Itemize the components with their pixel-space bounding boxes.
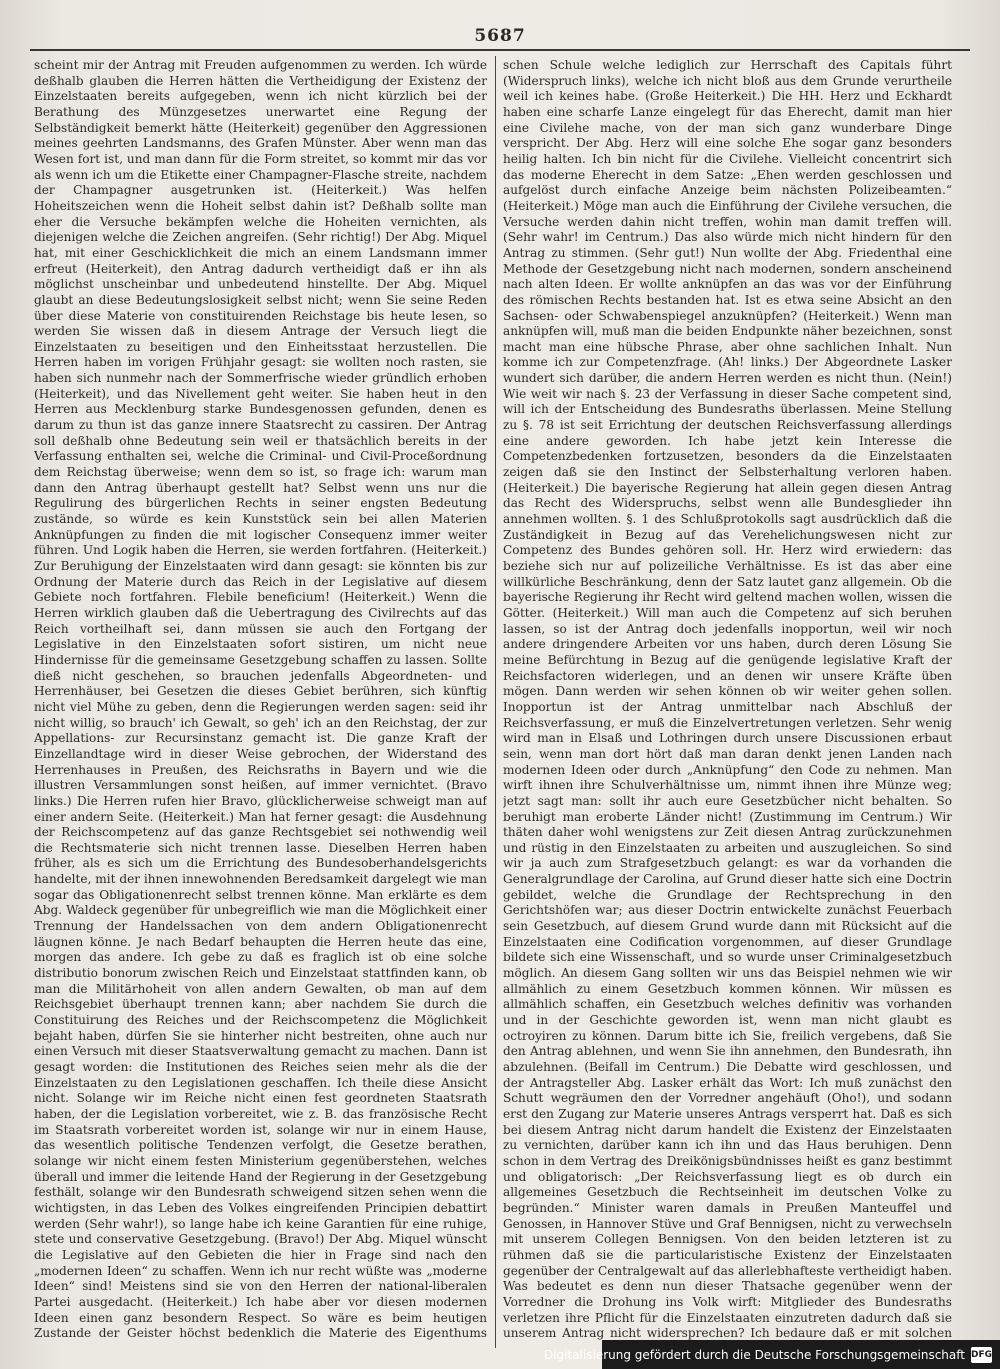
header-rule [30,49,970,51]
right-column-text: schen Schule welche lediglich zur Herrschaft des Capitals führt (Widerspruch links), welche ich nicht bloß aus dem Grunde verurtheile weil ich keines habe. (Große Heiterkeit.) Die HH. Herz und Eckhardt haben eine scharfe Lanze eingelegt für das Eherecht, damit man hier eine Civilehe mache, von der man sich ganz wunderbare Dinge verspricht. Der Abg. Herz will eine solche Ehe sogar ganz besonders heilig halten. Ich bin nicht für die Civilehe. Vielleicht concentrirt sich das moderne Eherecht in dem Satze: „Ehen werden geschlossen und aufgelöst durch einfache Anzeige beim nächsten Polizeibeamten.“ (Heiterkeit.) Möge man auch die Einführung der Civilehe versuchen, die Versuche werden dahin nicht treffen, wohin man damit treffen will. (Sehr wahr! im Centrum.) Das also würde mich nicht hindern für den Antrag zu stimmen. (Sehr gut!) Nun wollte der Abg. Friedenthal eine Methode der Gesetzgebung nicht nach modernen, sondern anscheinend nach alten Ideen. Er wollte anknüpfen an das was vor der Einführung des römischen Rechts bestanden hat. Ist es etwa seine Absicht an den Sachsen- oder Schwabenspiegel anzuknüpfen? (Heiterkeit.) Wenn man anknüpfen will, muß man die beiden Endpunkte näher bezeichnen, sonst macht man eine hübsche Phrase, aber ohne sachlichen Inhalt. Nun komme ich zur Competenzfrage. (Ah! links.) Der Abgeordnete Lasker wundert sich darüber, die andern Herren werden es nicht thun. (Nein!) Wie weit wir nach §. 23 der Verfassung in dieser Sache competent sind, will ich der Entscheidung des Bundesraths überlassen. Meine Stellung zu §. 78 ist seit Errichtung der deutschen Reichsverfassung allerdings eine andere geworden. Ich habe jetzt kein Interesse die Competenzbedenken fortzusetzen, besonders da die Einzelstaaten zeigen daß sie den Instinct der Selbsterhaltung verloren haben. (Heiterkeit.) Die bayerische Regierung hat allein gegen diesen Antrag das Recht des Widerspruchs, selbst wenn alle Bundesglieder ihn annehmen wollten. §. 1 des Schlußprotokolls sagt ausdrücklich daß die Zuständigkeit in Bezug auf das Verehelichungswesen nicht zur Competenz des Bundes gehören soll. Hr. Herz wird erwiedern: das beziehe sich nur auf polizeiliche Verhältnisse. Es ist das aber eine willkürliche Beschränkung, denn der Satz lautet ganz allgemein. Ob die bayerische Regierung ihr Recht wird geltend machen wollen, wissen die Götter. (Heiterkeit.) Will man auch die Competenz auf sich beruhen lassen, so ist der Antrag doch jedenfalls inopportun, weil wir noch andere dringendere Arbeiten vor uns haben, durch deren Lösung Sie meine Befürchtung in Bezug auf die genügende legislative Kraft der Reichsfactoren widerlegen, und an denen wir unsere Kräfte üben mögen. Dann werden wir sehen können ob wir weiter gehen sollen. Inopportun ist der Antrag unmittelbar nach Abschluß der Reichsverfassung, er muß die Einzelvertretungen verletzen. Sehr wenig wird man in Elsaß und Lothringen durch unsere Discussionen erbaut sein, wenn man dort hört daß man daran denkt jenen Landen nach modernen Ideen oder durch „Anknüpfung“ den Code zu nehmen. Man wirft ihnen ihre Schulverhältnisse um, nimmt ihnen ihre Münze weg; jetzt sagt man: sollt ihr auch eure Gesetzbücher nicht behalten. So beruhigt man eroberte Länder nicht! (Zustimmung im Centrum.) Wir thäten daher wohl wenigstens zur Zeit diesen Antrag zurückzunehmen und rüstig in den Einzelstaaten zu arbeiten und auszugleichen. So sind wir ja auch zum Strafgesetzbuch gelangt: es war da vorhanden die Generalgrundlage der Carolina, auf Grund dieser hatte sich eine Doctrin gebildet, welche die Grundlage der Rechtsprechung in den Gerichtshöfen war; aus dieser Doctrin entwickelte zunächst Feuerbach sein Gesetzbuch, auf diesem Grund wurde dann mit Rücksicht auf die Einzelstaaten eine Codification vorgenommen, auf dieser Grundlage bildete sich eine Wissenschaft, und so wurde unser Criminalgesetzbuch möglich. An diesem Gang sollten wir uns das Beispiel nehmen wie wir allmählich zu einem Gesetzbuch kommen können. Wir müssen es allmählich schaffen, ein Gesetzbuch welches definitiv was vorhanden und in der Geschichte geworden ist, wenn man nicht glaubt es octroyiren zu können. Darum bitte ich Sie, freilich vergebens, daß Sie den Antrag ablehnen, und wenn Sie ihn annehmen, den Bundesrath, ihn abzulehnen. (Beifall im Centrum.) Die Debatte wird geschlossen, und der Antragsteller Abg. Lasker erhält das Wort: Ich muß zunächst den Schutt wegräumen den der Vorredner angehäuft (Oho!), und sodann erst den Zugang zur Materie unseres Antrags versperrt hat. Daß es sich bei diesem Antrag nicht darum handelt die Existenz der Einzelstaaten zu vernichten, darüber kann ich ihn und das Haus beruhigen. Denn schon in dem Vertrag des Dreikönigsbündnisses heißt es ganz bestimmt und obligatorisch: „Der Reichsverfassung liegt es ob durch ein allgemeines Gesetzbuch die Rechtseinheit im deutschen Volke zu begründen.“ Minister waren damals in Preußen Manteuffel und Genossen, in Hannover Stüve und Graf Bennigsen, nicht zu verwechseln mit unserem Collegen Bennigsen. Von den beiden letzteren ist zu rühmen daß sie die particularistische Existenz der Einzelstaaten gegenüber der Centralgewalt auf das allerlebhafteste vertheidigt haben. Was bedeutet es denn nun dieser Thatsache gegenüber wenn der Vorredner die Drohung ins Volk wirft: Mitglieder des Bundesraths verletzen ihre Pflicht für die Einzelstaaten einzutreten dadurch daß sie unserem Antrag nicht widersprechen? Ich bedaure daß er mit solchen [503,58,952,1341]
dfg-logo-icon: DFG [971,1347,992,1363]
left-column-text: scheint mir der Antrag mit Freuden aufgenommen zu werden. Ich würde deßhalb glauben die Herren hätten die Vertheidigung der Existenz der Einzelstaaten bereits aufgegeben, wenn ich nicht kürzlich bei der Berathung des Münzgesetzes unerwartet eine Regung der Selbständigkeit bemerkt hätte (Heiterkeit) gegenüber den Aggressionen meines geehrten Landsmanns, des Grafen Münster. Aber wenn man das Wesen fort ist, und man dann für die Form streitet, so kommt mir das vor als wenn ich um die Etikette einer Champagner-Flasche streite, nachdem der Champagner ausgetrunken ist. (Heiterkeit.) Was helfen Hoheitszeichen wenn die Hoheit selbst dahin ist? Deßhalb sollte man eher die Versuche bekämpfen welche die Hoheiten vernichten, als diejenigen welche die Zeichen angreifen. (Sehr richtig!) Der Abg. Miquel hat, mit einer Geschicklichkeit die mich an einem Landsmann immer erfreut (Heiterkeit), den Antrag dadurch vertheidigt daß er ihn als möglichst unscheinbar und unbedeutend hinstellte. Der Abg. Miquel glaubt an diese Bedeutungslosigkeit selbst nicht; wenn Sie seine Reden über diese Materie von constituirenden Reichstage bis heute lesen, so werden Sie wissen daß in diesem Antrage der Versuch liegt die Einzelstaaten zu beseitigen und den Einheitsstaat herzustellen. Die Herren haben im vorigen Frühjahr gesagt: sie wollten noch rasten, sie haben sich nunmehr nach der Sommerfrische wieder gründlich erhoben (Heiterkeit), und das Nivellement geht weiter. Sie haben heut in den Herren aus Mecklenburg starke Bundesgenossen gefunden, denen es darum zu thun ist das ganze innere Staatsrecht zu cassiren. Der Antrag soll deßhalb ohne Bedeutung sein weil er thatsächlich bereits in der Verfassung enthalten sei, welche die Criminal- und Civil-Proceßordnung dem Reichstag überweise; wenn dem so ist, so frage ich: warum man dann den Antrag überhaupt gestellt hat? Selbst wenn uns nur die Regulirung des bürgerlichen Rechts in seiner engsten Bedeutung zuständе, so würde es kein Kunststück sein bei allen Materien Anknüpfungen zu finden die mit logischer Consequenz immer weiter führen. Und Logik haben die Herren, sie werden fortfahren. (Heiterkeit.) Zur Beruhigung der Einzelstaaten wird dann gesagt: sie könnten bis zur Ordnung der Materie durch das Reich in der Legislative auf diesem Gebiete noch fortfahren. Flebile beneficium! (Heiterkeit.) Wenn die Herren wirklich glauben daß die Uebertragung des Civilrechts auf das Reich vortheilhaft sei, dann müssen sie auch den Fortgang der Legislative in den Einzelstaaten sofort sistiren, um nicht neue Hindernisse für die gemeinsame Gesetzgebung schaffen zu lassen. Sollte dieß nicht geschehen, so brauchen jedenfalls Abgeordneten- und Herrenhäuser, bei Gesetzen die dieses Gebiet berühren, sich künftig nicht viel Mühe zu geben, denn die Regierungen werden sagen: seid ihr nicht willig, so brauch' ich Gewalt, so geh' ich an den Reichstag, der zur Appellations- zur Recursinstanz gemacht ist. Die ganze Kraft der Einzellandtage wird in dieser Weise gebrochen, der Widerstand des Herrenhauses in Preußen, des Reichsraths in Bayern und wie die illustren Versammlungen sonst heißen, auf immer vernichtet. (Bravo links.) Die Herren rufen hier Bravo, glücklicherweise schweigt man auf einer andern Seite. (Heiterkeit.) Man hat ferner gesagt: die Ausdehnung der Reichscompetenz auf das ganze Rechtsgebiet sei nothwendig weil die Rechtsmaterie sich nicht trennen lasse. Dieselben Herren haben früher, als es sich um die Errichtung des Bundesoberhandelsgerichts handelte, mit der ihnen innewohnenden Beredsamkeit dargelegt wie man sogar das Obligationenrecht selbst trennen könne. Man erklärte es dem Abg. Waldeck gegenüber für unbegreiflich wie man die Möglichkeit einer Trennung der Handelssachen von dem andern Obligationenrecht läugnen könne. Je nach Bedarf behaupten die Herren heute das eine, morgen das andere. Ich gebe zu daß es fraglich ist ob eine solche distributio bonorum zwischen Reich und Einzelstaat stattfinden kann, ob man die Militärhoheit von allen andern Gewalten, ob man auf dem Reichsgebiet überhaupt trennen kann; aber nachdem Sie durch die Constituirung des Reiches und der Reichscompetenz die Möglichkeit bejaht haben, dürfen Sie sie hinterher nicht bestreiten, ohne auch nur einen Versuch mit dieser Staatsverwaltung gemacht zu machen. Dann ist gesagt worden: die Institutionen des Reiches seien mehr als die der Einzelstaaten zu den Legislationen geschaffen. Ich theile diese Ansicht nicht. Solange wir im Reiche nicht einen fest geordneten Staatsrath haben, der die Legislation vorbereitet, wie z. B. das französische Recht im Staatsrath vorbereitet worden ist, solange wir nur in einem Hause, das wesentlich politische Tendenzen verfolgt, die Gesetze berathen, solange wir nicht einem festen Ministerium gegenüberstehen, welches überall und immer die leitende Hand der Regierung in der Gesetzgebung festhält, solange wir den Bundesrath schweigend sitzen sehen wenn die wichtigsten, in das Leben des Volkes eingreifenden Principien debattirt werden (Sehr wahr!), so lange habe ich keine Garantien für eine ruhige, stete und conservative Gesetzgebung. (Bravo!) Der Abg. Miquel wünscht die Legislative auf den Gebieten die hier in Frage sind nach den „modernen Ideen“ zu schaffen. Wenn ich nur recht wüßte was „moderne Ideen“ sind! Meistens sind sie von den Herren der national-liberalen Partei ausgedacht. (Heiterkeit.) Ich habe aber vor diesen modernen Ideen einen ganz besondern Respect. So wäre es beim heutigen Zustande der Geister höchst bedenklich die Materie des Eigenthums [34,58,487,1341]
right-column [503,58,952,1341]
left-column [34,58,487,1341]
column-divider [495,56,496,1348]
page-number: 5687 [474,26,526,46]
digitization-footer [543,1340,1000,1369]
footer-text: Digitalisierung gefördert durch die Deutsche Forschungsgemeinschaft [543,1347,965,1362]
